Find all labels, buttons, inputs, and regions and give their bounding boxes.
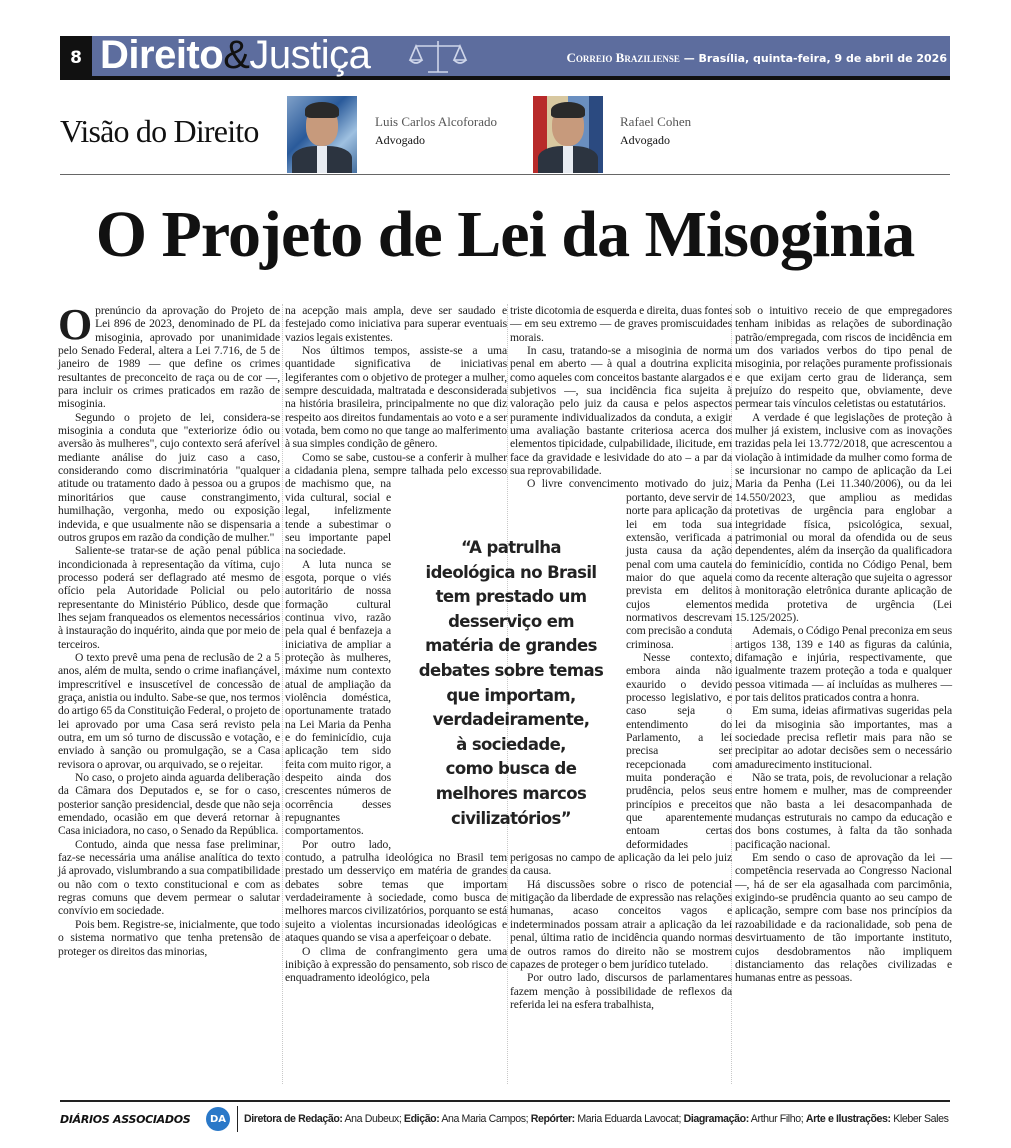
- author-role: Advogado: [620, 133, 670, 147]
- paragraph-text: O texto prevê uma pena de reclusão de 2 a 5 anos, além de multa, sendo o crime inafiançável, imprescritível e insuscetível de concessão de graça, anistia ou indulto. Sabe-se que, nos termos do artigo 65 da Constituição Federal, o projeto de lei aprovado por uma Casa será revisto pela outra, em um só turno de discussão e votação, e enviado à sanção ou promulgação, se a Casa revisora o aprovar, ou arquivado, se o rejeitar.: [58, 650, 281, 771]
- paragraph-text: Em sendo o caso de aprovação da lei — competência reservada ao Congresso Nacional —, há de ser ela agasalhada com parcimônia, exigindo-se prudência quanto ao seu campo de aplicação, sempre com base nos princípios da razoabilidade e da racionalidade, sob pena de desvirtuamento de tão importante instituto, cujos desdobramentos não impliquem distanciamento das relações civilizadas e humanas entre as pessoas.: [735, 851, 952, 985]
- scales-of-justice-icon: [408, 38, 468, 81]
- newspaper-name: Correio Braziliense: [566, 50, 680, 65]
- article-paragraph: [58, 411, 280, 544]
- author-name: Rafael Cohen: [620, 114, 692, 129]
- article-paragraph: [735, 411, 952, 625]
- paragraph-text: Ademais, o Código Penal preconiza em seus artigos 138, 139 e 140 as figuras da calúnia, difamação e injúria, respectivamente, que igualmente trazem proteção a toda e qualquer pessoa vitimada — aí incluídas as mulheres — por tais delitos praticados contra a honra.: [735, 624, 952, 704]
- pull-quote-line: ideológica no Brasil: [425, 562, 597, 582]
- article-column-4: [735, 304, 952, 985]
- drop-cap: O: [58, 300, 93, 349]
- pull-quote-line: tem prestado um: [435, 587, 587, 607]
- headline: O Projeto de Lei da Misoginia: [95, 198, 915, 271]
- divider: [237, 1106, 238, 1132]
- article-paragraph: [285, 945, 507, 985]
- paragraph-text: Pois bem. Registre-se, inicialmente, que todo o sistema normativo que tenha pretensão de proteger os direitos das minorias,: [58, 917, 280, 958]
- paragraph-text: No caso, o projeto ainda aguarda deliberação da Câmara dos Deputados e, se for o caso, posterior sanção presidencial, desde que não seja emendado, ocasião em que deverá retornar à Casa iniciadora, no caso, o Senado da República.: [58, 771, 280, 838]
- paragraph-text: Contudo, ainda que nessa fase preliminar, faz-se necessária uma análise analítica do texto já aprovado, vislumbrando a sua compatibilidade ou não com o texto constitucional e com as regras comuns que devem permear o salutar convívio em sociedade.: [58, 837, 280, 918]
- article-paragraph: [510, 344, 732, 477]
- credit-label: Edição:: [403, 1113, 440, 1125]
- paragraph-text: Há discussões sobre o risco de potencial mitigação da liberdade de expressão nas relações humanas, acaso conceitos vagos e indeterminados possam atrair a aplicação da lei penal, última ratio de incidência quando normas de outros ramos do direito não se mostrem capazes de proteger o bem jurídico tutelado.: [510, 877, 732, 971]
- paragraph-text: A luta nunca se esgota, porque o viés autoritário de nossa formação cultural continua vivo, razão pela qual é benfazeja a iniciativa de ampliar a proteção às mulheres, máxime num contexto atual de ampliação da violência doméstica, oportunamente tratado na Lei Maria da Penha e do feminicídio, cuja aplicação tem sido feita com muito rigor, a despeito ainda dos crescentes números de ocorrência desses repugnantes comportamentos.: [285, 557, 391, 838]
- pull-quote-line: “A patrulha: [461, 538, 561, 557]
- article-paragraph: [58, 651, 280, 771]
- brand-ampersand: &: [223, 33, 250, 77]
- author-photo: [287, 96, 357, 173]
- article-column-1: [58, 300, 281, 958]
- article-paragraph: [735, 851, 952, 984]
- column-title: Visão do Direito: [60, 113, 259, 149]
- section-brand: [100, 30, 370, 80]
- pull-quote: [399, 536, 623, 831]
- paragraph-text: sob o intuitivo receio de que empregadores tenham inibidas as relações de subordinação patrão/empregada, com riscos de incidência em um dos variados verbos do tipo penal de misoginia, por relações puramente profissionais e que exijam certo grau de liderança, sem prejuízo do respeito que, obviamente, deve permear tais vínculos celetistas ou estatutários.: [735, 304, 952, 411]
- divider: [60, 1100, 950, 1102]
- pull-quote-line: civilizatórios”: [451, 808, 571, 828]
- credit-value: Ana Maria Campos;: [439, 1113, 531, 1125]
- paragraph-text: triste dicotomia de esquerda e direita, duas fontes — em seu extremo — de graves promiscuidades morais.: [510, 304, 732, 344]
- article-paragraph: [285, 838, 507, 945]
- credit-value: Ana Dubeux;: [342, 1113, 404, 1125]
- brand-justica: Justiça: [249, 33, 371, 77]
- author-photo: [533, 96, 603, 173]
- paragraph-text: Segundo o projeto de lei, considera-se misoginia a conduta que "exteriorize ódio ou aversão às mulheres", cujo contexto será aferível mediante análise do juiz caso a caso, considerando como discriminatória "qualquer atitude ou tratamento dado à pessoa ou a grupos minoritários que cause constrangimento, humilhação, vergonha, medo ou exposição indevida, e que usualmente não se dispensaria a outros grupos em razão da condição de mulher.": [58, 410, 280, 544]
- article-paragraph: [735, 704, 952, 771]
- paragraph-text: Em suma, ideias afirmativas sugeridas pela lei da misoginia são importantes, mas a sociedade precisa refletir mais para não se precipitar ao adotar decisões sem o necessário amadurecimento institucional.: [735, 704, 952, 771]
- article-paragraph: [58, 300, 280, 411]
- article-paragraph: [510, 971, 732, 1011]
- paragraph-text: Por outro lado, contudo, a patrulha ideológica no Brasil tem prestado um desserviço em matéria de grandes debates sobre temas que importam verdadeiramente à sociedade, como busca de melhores marcos civilizatórios, porquanto se está sujeito a violentas incursionadas ideológicas e ataques quando se visa a aperfeiçoar o debate.: [285, 837, 507, 945]
- brand-direito: Direito: [100, 33, 224, 77]
- da-logo-icon: DA: [206, 1107, 230, 1131]
- author-name: Luis Carlos Alcoforado: [375, 114, 498, 129]
- credit-value: Kleber Sales: [890, 1113, 949, 1125]
- credit-value: Arthur Filho;: [748, 1113, 806, 1125]
- pull-quote-line: à sociedade,: [456, 734, 566, 754]
- page-number: 8: [60, 36, 92, 80]
- paragraph-text: O clima de confrangimento gera uma inibição à expressão do pensamento, sob risco de enquadramento ideológico, pela: [285, 944, 507, 985]
- publisher-name: DIÁRIOS ASSOCIADOS: [60, 1113, 191, 1126]
- article-paragraph: [510, 878, 732, 971]
- credit-label: Arte e Ilustrações:: [805, 1113, 891, 1125]
- staff-credits: [244, 1113, 948, 1125]
- pull-quote-line: matéria de grandes: [425, 636, 597, 656]
- newspaper-dateline: [567, 50, 947, 66]
- credit-label: Diretora de Redação:: [244, 1113, 343, 1125]
- paragraph-text: In casu, tratando-se a misoginia de norma penal em aberto — à qual a doutrina explicita como aqueles com conceitos bastante alargados e subjetivos —, sua incidência fica sujeita à valoração pelo juiz da causa e pelos aspectos puramente individualizados da conduta, a exigir uma avaliação bastante criteriosa acerca dos elementos tipicidade, culpabilidade, ilicitude, em face da gravidade e lesividade do ato – a par da sua reprovabilidade.: [510, 344, 732, 478]
- paragraph-text: O livre convencimento motivado do juiz, portanto, deve servir de norte para aplicação da lei em toda sua extensão, verificada a justa causa da ação penal com uma cautela maior do que aquela prevista em delitos cujos elementos normativos descrevam com precisão a conduta criminosa.: [527, 477, 732, 651]
- article-paragraph: [285, 344, 507, 451]
- divider: [60, 174, 950, 175]
- author-role: Advogado: [375, 133, 425, 147]
- article-paragraph: [735, 771, 952, 851]
- article-paragraph: [735, 624, 952, 704]
- paragraph-text: Nos últimos tempos, assiste-se a uma quantidade significativa de iniciativas legiferantes com o objetivo de proteger a mulher, sempre descuidada, maltratada e desconsiderada na história brasileira, principalmente no que diz respeito aos direitos fundamentais ao voto e a ser votada, bem como no que tange ao malferimento à sua simples condição de gênero.: [285, 344, 507, 451]
- paragraph-text: prenúncio da aprovação do Projeto de Lei 896 de 2023, denominado de PL da misoginia, aprovado por unanimidade pelo Senado Federal, altera a Lei 7.716, de 5 de janeiro de 1989 — que define os crimes resultantes de preconceito de raça ou de cor —, para incluir os crimes praticados em razão de misoginia.: [58, 304, 280, 411]
- pull-quote-line: desserviço em: [448, 611, 574, 631]
- paragraph-text: Saliente-se tratar-se de ação penal pública incondicionada à representação da vítima, cujo processo poderá ser deflagrado até mesmo de ofício pela Autoridade Policial ou pelo representante do Ministério Público, desde que lhes sejam franqueados os elementos necessários à instauração do inquérito, ainda que por meio de terceiros.: [58, 544, 280, 651]
- paragraph-text: Por outro lado, discursos de parlamentares fazem menção à possibilidade de reflexos da referida lei na esfera trabalhista,: [510, 971, 732, 1011]
- dateline: — Brasília, quinta-feira, 9 de abril de 2026: [679, 52, 947, 65]
- pull-quote-line: debates sobre temas: [418, 660, 604, 680]
- credit-label: Diagramação:: [683, 1113, 749, 1125]
- article-paragraph: [285, 304, 507, 344]
- article-paragraph: [58, 544, 280, 651]
- article-paragraph: [735, 304, 952, 411]
- paragraph-text: Nesse contexto, embora ainda não exaurido o devido processo legislativo, e caso seja o entendimento do Parlamento, a lei precisa ser recepcionada com muita ponderação e prudência, pelos seus princípios e preceitos que aparentemente entoam certas deformidades perigosas no campo de aplicação da lei pelo juiz da causa.: [510, 650, 732, 878]
- article-paragraph: [58, 838, 280, 918]
- article-paragraph: [58, 918, 280, 958]
- article-paragraph: [58, 771, 280, 838]
- pull-quote-line: verdadeiramente,: [432, 710, 590, 730]
- paragraph-text: Não se trata, pois, de revolucionar a relação entre homem e mulher, mas de compreender que não basta a lei desacompanhada de mudanças estruturais no campo da educação e dos bons costumes, à falta da tão sonhada pacificação nacional.: [735, 771, 952, 851]
- column-divider: [282, 304, 283, 1084]
- article-paragraph: [510, 304, 732, 344]
- pull-quote-line: melhores marcos: [435, 783, 587, 803]
- pull-quote-line: como busca de: [445, 759, 577, 779]
- pull-quote-line: que importam,: [446, 685, 576, 705]
- paragraph-text: na acepção mais ampla, deve ser saudado e festejado como iniciativa para superar eventuais vazios legais existentes.: [285, 304, 507, 344]
- paragraph-text: A verdade é que legislações de proteção à mulher já existem, inclusive com as inovações trazidas pela lei 13.772/2018, que acrescentou a violação à intimidade da mulher como forma de se incursionar no campo de aplicação da Lei Maria da Penha (Lei 11.340/2006), ou da lei 14.550/2023, que ampliou as medidas protetivas de urgência para englobar a integridade física, psicológica, sexual, patrimonial ou moral da ofendida ou de seus dependentes, além da inserção da qualificadora do feminicídio, contida no Código Penal, bem como da recente alteração que sujeita o agressor à monitoração eletrônica durante aplicação de medida protetiva de urgência (Lei 15.125/2025).: [735, 410, 952, 624]
- credit-value: Maria Eduarda Lavocat;: [574, 1113, 684, 1125]
- paragraph-text: Como se sabe, custou-se a conferir à mulher a cidadania plena, sempre talhada pelo excesso de machismo que, na vida cultural, social e legal, infelizmente tende a subestimar o seu importante papel na sociedade.: [285, 450, 507, 558]
- credit-label: Repórter:: [530, 1113, 575, 1125]
